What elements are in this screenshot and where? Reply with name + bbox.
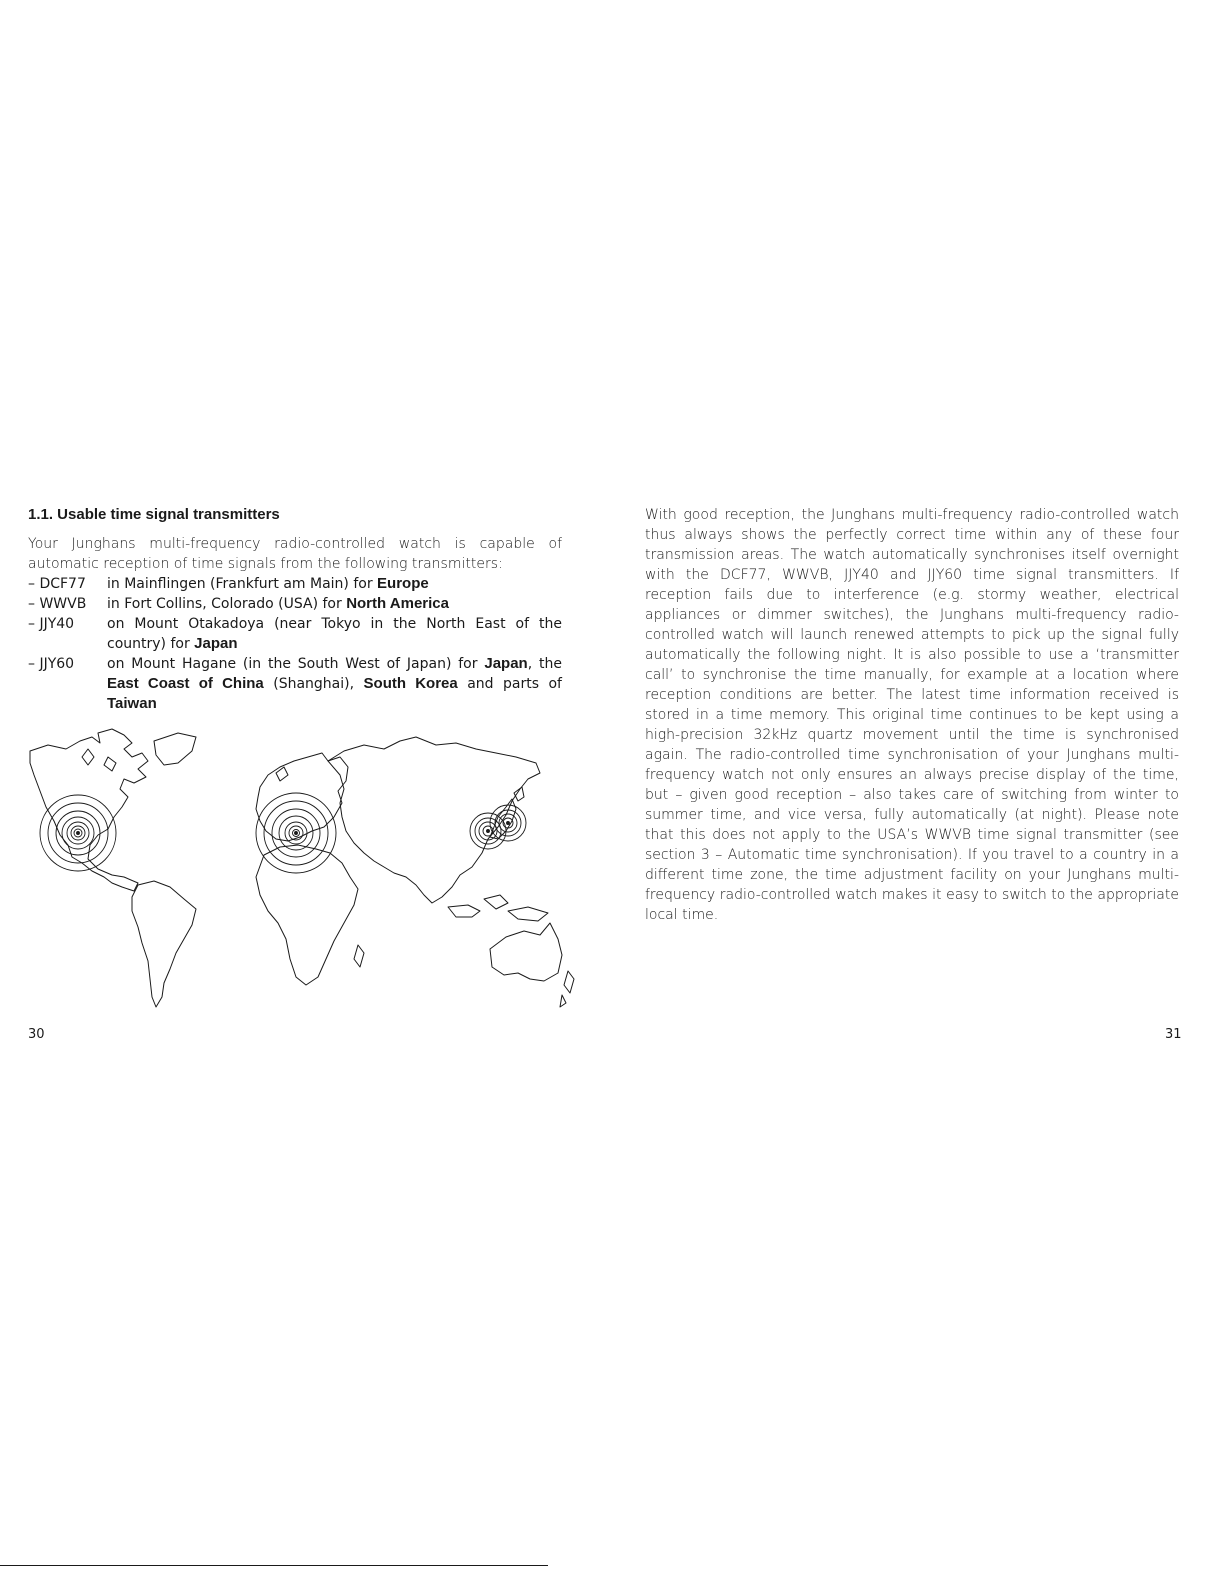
region-name: East Coast of China [107,675,264,692]
transmitter-code: – WWVB [28,596,87,612]
transmitter-description [107,614,562,654]
region-name: Taiwan [107,695,157,712]
transmitter-list [28,574,562,714]
wwvb-rings [40,795,116,871]
transmitter-code: – JJY40 [28,616,75,632]
description-text: on Mount Hagane (in the South West of Japan) for [107,656,485,672]
continent-asia [328,737,540,903]
transmitter-description [107,654,562,714]
transmitter-item [28,574,562,594]
transmitter-item [28,654,562,714]
continent-australia [490,923,562,981]
region-name: Japan [484,655,528,672]
region-name: Europe [377,575,429,592]
continent-greenland [154,733,196,765]
continent-south-america [132,881,196,1007]
jjy40-rings [490,805,526,841]
world-map [28,727,580,1009]
page-number-left: 30 [28,1027,45,1042]
reception-paragraph: With good reception, the Junghans multi-frequency radio-controlled watch thus always shows the perfectly correct time within any of these four transmission areas. The watch automatically synchronises itself overnight with the DCF77, WWVB, JJY40 and JJY60 time signal transmitters. If reception fails due to interference (e.g. stormy weather, electrical appliances or dimmer switches), the Junghans multi-frequency radio-controlled watch will launch renewed attempts to pick up the signal fully automatically the following night. It is also possible to use a ‘transmitter call’ to synchronise the time manually, for example at a location where reception conditions are better. The latest time information received is stored in a time memory. This original time continues to be kept using a high-precision 32kHz quartz movement until the time is synchronised again. The radio-controlled time synchronisation of your Junghans multi-frequency watch not only ensures an always precise display of the time, but – given good reception – also takes care of switching from winter to summer time, and vice versa, fully automatically (at night). Please note that this does not apply to the USA’s WWVB time signal transmitter (see section 3 – Automatic time synchronisation). If you travel to a country in a different time zone, the time adjustment facility on your Junghans multi-frequency radio-controlled watch makes it easy to switch to the appropriate local time. [645,507,1179,923]
transmitter-item [28,594,562,614]
description-text: and parts of [457,676,562,692]
region-name: North America [346,595,449,612]
left-page [28,505,562,714]
transmitter-item [28,614,562,654]
bottom-rule [0,1565,548,1566]
right-page [645,505,1179,925]
description-text: in Fort Collins, Colorado (USA) for [107,596,347,612]
transmitter-code: – JJY60 [28,656,75,672]
description-text: , the [527,656,562,672]
continent-europe [256,753,348,841]
intro-paragraph: Your Junghans multi-frequency radio-controlled watch is capable of automatic reception of time signals from the following transmitters: [28,536,562,572]
section-heading: 1.1. Usable time signal transmitters [28,506,280,523]
description-text: in Mainflingen (Frankfurt am Main) for [107,576,378,592]
region-name: South Korea [363,675,458,692]
transmitter-description [107,594,562,614]
continent-africa [256,845,358,985]
description-text: (Shanghai), [263,676,364,692]
region-name: Japan [194,635,238,652]
transmitter-code: – DCF77 [28,576,86,592]
page-number-right: 31 [1165,1027,1182,1042]
transmitter-description [107,574,562,594]
description-text: on Mount Otakadoya (near Tokyo in the North East of the country) for [107,616,562,652]
